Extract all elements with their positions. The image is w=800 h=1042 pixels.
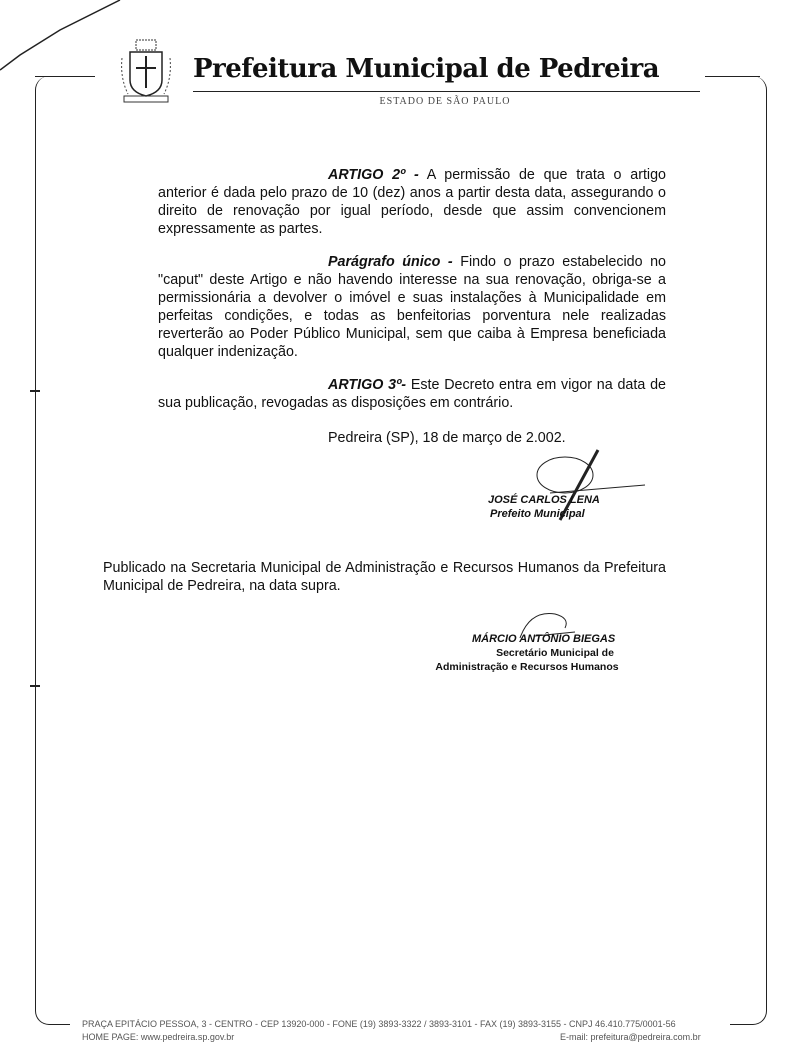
scan-stroke	[0, 0, 130, 80]
single-paragraph: Parágrafo único - Findo o prazo estabelecido no "caput" deste Artigo e não havendo interesse na sua renovação, obriga-se a permissionária a devolver o imóvel e suas instalações à Municipalidade em perfeitas condições, e todas as benfeitorias porventura nele realizadas reverterão ao Poder Público Municipal, sem que caiba à Empresa beneficiada qualquer indenização.	[158, 254, 666, 360]
footer-address: PRAÇA EPITÁCIO PESSOA, 3 - CENTRO - CEP 13920-000 - FONE (19) 3893-3322 / 3893-3101 - FAX (19) 3893-3155 - CNPJ 46.410.775/0001-56	[82, 1019, 676, 1029]
border-top-right	[705, 76, 760, 77]
header-rule	[193, 91, 700, 92]
secretary-name: MÁRCIO ANTÔNIO BIEGAS	[472, 633, 616, 645]
mayor-name: JOSÉ CARLOS LENA	[488, 494, 600, 506]
article-3: ARTIGO 3º- Este Decreto entra em vigor na data de sua publicação, revogadas as disposições em contrário.	[158, 377, 666, 411]
secretary-role: Secretário Municipal de	[496, 647, 614, 659]
article-2-label: ARTIGO 2º -	[328, 167, 419, 183]
border-tick	[30, 390, 40, 392]
article-3-label: ARTIGO 3º-	[328, 377, 407, 393]
footer-email: E-mail: prefeitura@pedreira.com.br	[560, 1032, 701, 1042]
footer-homepage: HOME PAGE: www.pedreira.sp.gov.br	[82, 1032, 235, 1042]
date-line: Pedreira (SP), 18 de março de 2.002.	[328, 430, 566, 446]
border-tick	[30, 685, 40, 687]
page-title: Prefeitura Municipal de Pedreira	[193, 54, 660, 84]
publication-note: Publicado na Secretaria Municipal de Administração e Recursos Humanos da Prefeitura Municipal de Pedreira, na data supra.	[103, 560, 666, 594]
state-subtitle: ESTADO DE SÃO PAULO	[379, 96, 511, 107]
secretary-department: Administração e Recursos Humanos	[435, 661, 619, 673]
article-2: ARTIGO 2º - A permissão de que trata o artigo anterior é dada pelo prazo de 10 (dez) anos a partir desta data, assegurando o direito de renovação por igual período, desde que assim convencionem expressamente as partes.	[158, 167, 667, 237]
paragraph-label: Parágrafo único -	[328, 254, 453, 270]
mayor-role: Prefeito Municipal	[490, 508, 585, 520]
border-top-left	[35, 76, 95, 77]
